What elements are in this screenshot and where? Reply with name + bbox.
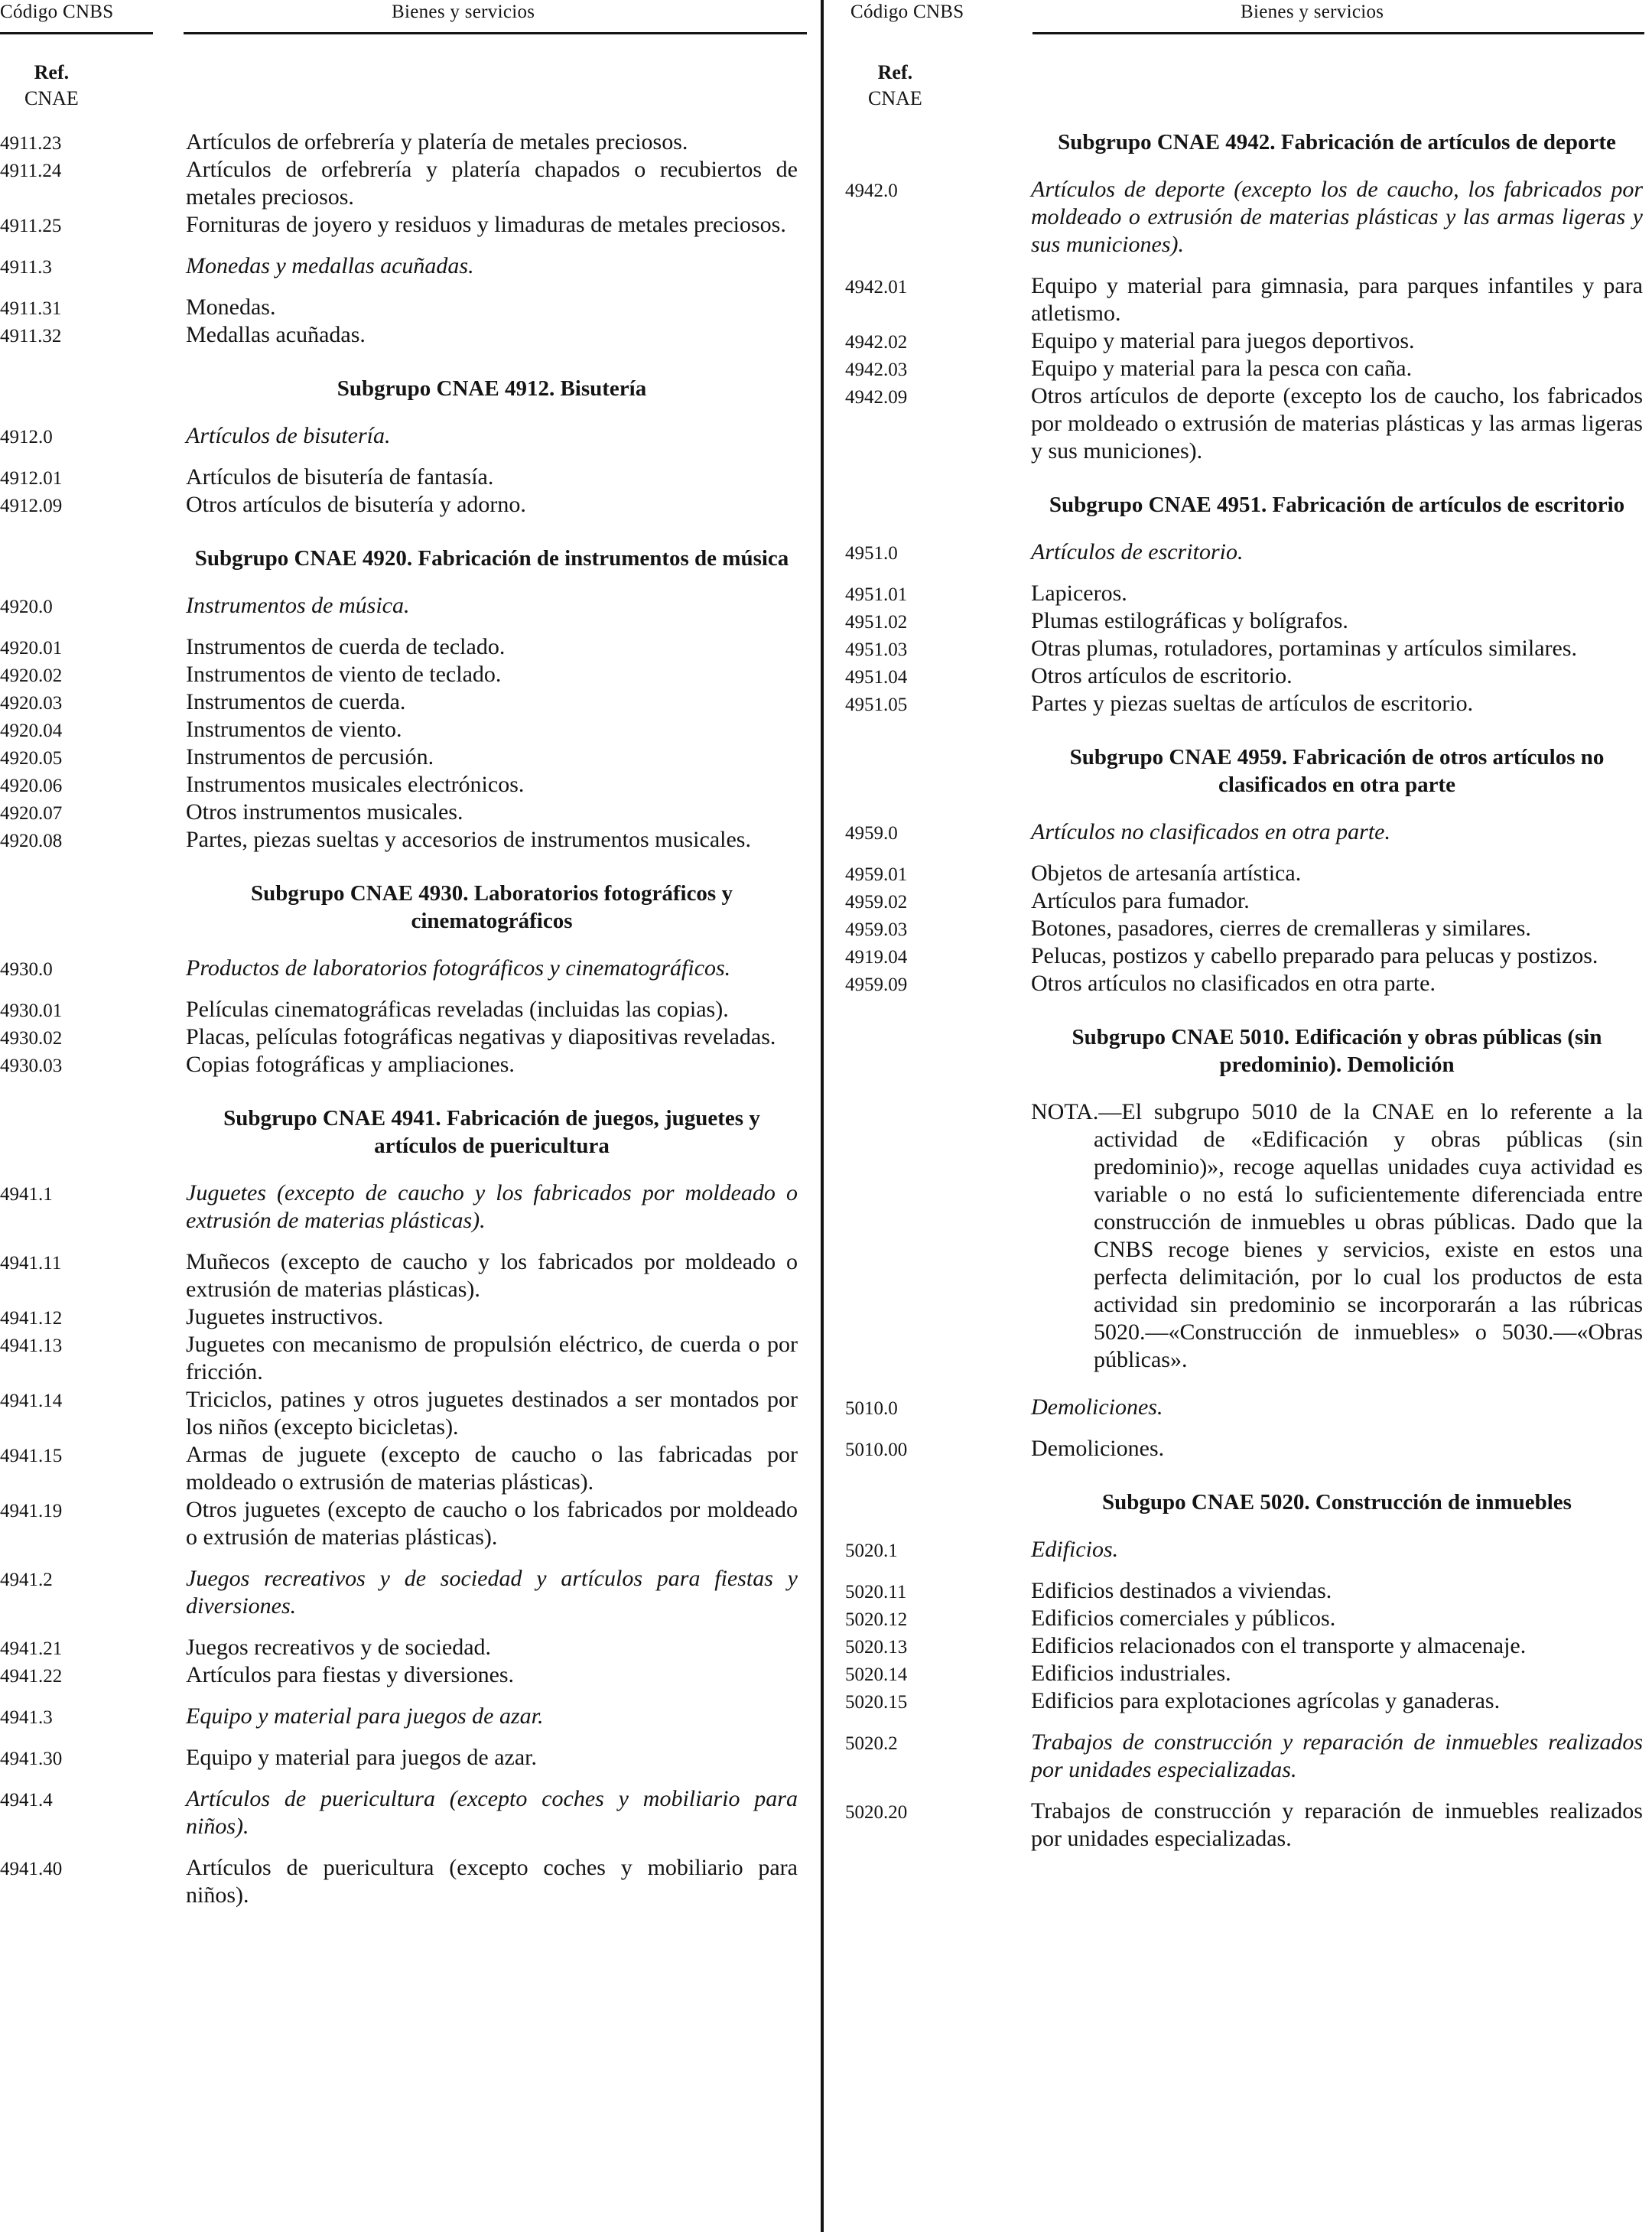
list-item xyxy=(0,743,795,771)
entry-text: Otros artículos no clasificados en otra parte. xyxy=(1031,971,1436,996)
group-entry xyxy=(845,176,1641,259)
group-entry xyxy=(0,1703,795,1730)
entry-text: Partes y piezas sueltas de artículos de escritorio. xyxy=(1031,691,1474,716)
entry-code: 4920.01 xyxy=(0,638,63,659)
list-item xyxy=(0,1634,795,1661)
list-item xyxy=(845,382,1641,465)
subgroup-heading: Subgupo CNAE 5020. Construcción de inmuebles xyxy=(1102,1490,1572,1515)
entry-code: 5020.20 xyxy=(845,1802,908,1823)
entry-text: Edificios relacionados con el transporte y almacenaje. xyxy=(1031,1633,1527,1658)
goods-column-header: Bienes y servicios xyxy=(392,2,535,22)
group-entry xyxy=(0,1785,798,1840)
list-item xyxy=(845,662,1641,690)
list-item xyxy=(845,915,1641,942)
note-lead: NOTA.— xyxy=(1031,1099,1122,1124)
entry-text: Artículos de puericultura (excepto coches y mobiliario para niños). xyxy=(186,1786,798,1839)
entry-code: 4942.0 xyxy=(845,181,898,201)
group-entry xyxy=(845,818,1641,846)
entry-code: 4951.0 xyxy=(845,543,898,564)
goods-column-header-right: Bienes y servicios xyxy=(1241,2,1384,22)
ref-cnae-label-right xyxy=(868,60,922,112)
list-item xyxy=(845,355,1641,382)
entry-text: Artículos de deporte (excepto los de caucho, los fabricados por moldeado o extrusión de materias plásticas y las armas ligeras y sus municiones). xyxy=(1031,177,1643,257)
entry-code: 4920.0 xyxy=(0,597,53,617)
entry-text: Fornituras de joyero y residuos y limaduras de metales preciosos. xyxy=(186,212,786,237)
subgroup-heading: Subgrupo CNAE 4942. Fabricación de artículos de deporte xyxy=(1058,130,1616,155)
entry-code: 4941.14 xyxy=(0,1391,63,1411)
entry-code: 4941.19 xyxy=(0,1501,63,1521)
list-item xyxy=(0,1248,798,1303)
group-entry xyxy=(845,1729,1641,1784)
entry-text: Juegos recreativos y de sociedad y artículos para fiestas y diversiones. xyxy=(186,1566,798,1619)
entry-text: Instrumentos de viento. xyxy=(186,717,402,742)
entry-text: Instrumentos de cuerda. xyxy=(186,689,406,714)
list-item xyxy=(0,661,795,688)
entry-code: 4930.01 xyxy=(0,1000,63,1021)
list-item xyxy=(0,211,795,239)
list-item xyxy=(0,716,795,743)
entry-code: 4941.15 xyxy=(0,1446,63,1466)
entry-code: 4951.04 xyxy=(845,667,908,688)
entry-code: 4941.40 xyxy=(0,1859,63,1879)
list-item xyxy=(845,860,1641,887)
list-item xyxy=(845,1435,1641,1463)
entry-code: 4912.01 xyxy=(0,468,63,489)
entry-text: Juguetes (excepto de caucho y los fabricados por moldeado o extrusión de materias plásticas). xyxy=(186,1180,798,1233)
list-item xyxy=(845,942,1641,970)
entry-code: 4959.01 xyxy=(845,864,908,885)
entry-code: 5020.13 xyxy=(845,1637,908,1658)
entry-text: Plumas estilográficas y bolígrafos. xyxy=(1031,608,1348,633)
list-item xyxy=(0,1303,795,1331)
entry-text: Medallas acuñadas. xyxy=(186,322,366,347)
group-entry xyxy=(845,1536,1641,1563)
entry-text: Artículos para fiestas y diversiones. xyxy=(186,1662,515,1687)
entry-text: Equipo y material para juegos de azar. xyxy=(186,1703,544,1729)
entry-code: 4951.05 xyxy=(845,695,908,715)
entry-code: 4942.09 xyxy=(845,387,908,408)
list-item xyxy=(845,690,1641,717)
entry-text: Edificios para explotaciones agrícolas y ganaderas. xyxy=(1031,1688,1501,1713)
entry-code: 4959.02 xyxy=(845,892,908,913)
entry-text: Muñecos (excepto de caucho y los fabricados por moldeado o extrusión de materias plásticas). xyxy=(186,1249,798,1302)
entry-code: 4942.03 xyxy=(845,360,908,380)
group-entry xyxy=(0,252,795,280)
subgroup-heading: Subgrupo CNAE 4912. Bisutería xyxy=(337,376,647,401)
list-item xyxy=(0,633,795,661)
ref-label: Ref. xyxy=(34,61,70,83)
list-item xyxy=(0,1661,795,1689)
entry-text: Artículos de puericultura (excepto coches y mobiliario para niños). xyxy=(186,1855,798,1908)
entry-code: 4951.02 xyxy=(845,612,908,633)
entry-code: 4919.04 xyxy=(845,947,908,968)
list-item xyxy=(845,580,1641,607)
entry-code: 4912.0 xyxy=(0,427,53,447)
entry-code: 4941.30 xyxy=(0,1749,63,1769)
list-item xyxy=(0,129,795,156)
entry-text: Artículos de orfebrería y platería de metales preciosos. xyxy=(186,129,688,155)
entry-code: 4941.4 xyxy=(0,1790,53,1811)
entry-text: Triciclos, patines y otros juguetes destinados a ser montados por los niños (excepto bicicletas). xyxy=(186,1387,798,1440)
entry-text: Edificios comerciales y públicos. xyxy=(1031,1606,1336,1631)
entry-code: 5020.14 xyxy=(845,1664,908,1685)
subgroup-heading: Subgrupo CNAE 4930. Laboratorios fotográficos y cinematográficos xyxy=(251,881,733,933)
note-text: El subgrupo 5010 de la CNAE en lo referente a la actividad de «Edificación y obras públicas (sin predominio)», recoge aquellas unidades cuya actividad es variable o no está lo suficientemente diferenciada entre construcción de inmuebles u obras públicas. Dado que la CNBS recoge bienes y servicios, existe en estos una perfecta delimitación, por lo cual los productos de esta actividad sin predominio se incorporarán a las rúbricas 5020.—«Construcción de inmuebles» o 5030.—«Obras públicas». xyxy=(1094,1099,1643,1372)
entry-text: Instrumentos de viento de teclado. xyxy=(186,662,502,687)
entry-code: 4951.01 xyxy=(845,584,908,605)
list-item xyxy=(0,1744,795,1772)
entry-text: Equipo y material para gimnasia, para parques infantiles y para atletismo. xyxy=(1031,273,1643,326)
entry-code: 4942.01 xyxy=(845,277,908,298)
entry-code: 5010.0 xyxy=(845,1398,898,1419)
entry-text: Equipo y material para juegos de azar. xyxy=(186,1745,537,1770)
group-entry xyxy=(845,1394,1641,1421)
list-item xyxy=(0,321,795,349)
right-column xyxy=(845,0,1641,2232)
list-item xyxy=(0,1441,798,1496)
list-item xyxy=(845,327,1641,355)
subgroup-heading: Subgrupo CNAE 4941. Fabricación de juegos, juguetes y artículos de puericultura xyxy=(223,1106,760,1158)
entry-code: 4911.24 xyxy=(0,161,62,181)
entry-text: Monedas y medallas acuñadas. xyxy=(186,253,474,278)
left-entries xyxy=(0,129,798,1909)
entry-text: Edificios destinados a viviendas. xyxy=(1031,1578,1332,1603)
group-entry xyxy=(0,592,795,620)
list-item xyxy=(0,799,795,826)
entry-text: Artículos de orfebrería y platería chapados o recubiertos de metales preciosos. xyxy=(186,157,798,210)
entry-code: 5020.15 xyxy=(845,1692,908,1713)
entry-code: 4930.02 xyxy=(0,1028,63,1049)
entry-code: 4912.09 xyxy=(0,496,63,516)
cnae-label: CNAE xyxy=(24,87,79,109)
entry-code: 4959.09 xyxy=(845,974,908,995)
cnae-label: CNAE xyxy=(868,87,922,109)
entry-text: Otros artículos de escritorio. xyxy=(1031,663,1293,688)
group-entry xyxy=(0,1565,798,1620)
entry-code: 5010.00 xyxy=(845,1440,908,1460)
entry-text: Otras plumas, rotuladores, portaminas y artículos similares. xyxy=(1031,636,1578,661)
entry-text: Partes, piezas sueltas y accesorios de instrumentos musicales. xyxy=(186,827,751,852)
entry-code: 4911.23 xyxy=(0,133,62,154)
entry-code: 4941.11 xyxy=(0,1253,62,1274)
group-entry xyxy=(845,538,1641,566)
group-entry xyxy=(0,955,795,982)
group-entry xyxy=(0,422,795,450)
list-item xyxy=(845,1798,1641,1853)
entry-text: Trabajos de construcción y reparación de inmuebles realizados por unidades especializadas. xyxy=(1031,1729,1643,1782)
list-item xyxy=(0,1051,795,1079)
entry-code: 4951.03 xyxy=(845,639,908,660)
entry-text: Juegos recreativos y de sociedad. xyxy=(186,1635,492,1660)
list-item xyxy=(0,771,795,799)
entry-text: Botones, pasadores, cierres de cremalleras y similares. xyxy=(1031,916,1531,941)
entry-text: Demoliciones. xyxy=(1031,1394,1163,1420)
entry-code: 4959.0 xyxy=(845,823,898,844)
entry-text: Instrumentos musicales electrónicos. xyxy=(186,772,525,797)
entry-code: 4941.1 xyxy=(0,1184,53,1205)
entry-code: 4920.04 xyxy=(0,721,63,741)
entry-text: Copias fotográficas y ampliaciones. xyxy=(186,1052,515,1077)
entry-text: Armas de juguete (excepto de caucho o las fabricadas por moldeado o extrusión de materias plásticas). xyxy=(186,1442,798,1495)
entry-code: 4930.03 xyxy=(0,1056,63,1076)
entry-text: Otros artículos de deporte (excepto los de caucho, los fabricados por moldeado o extrusión de materias plásticas y las armas ligeras y sus municiones). xyxy=(1031,383,1643,464)
entry-code: 4920.07 xyxy=(0,803,63,824)
entry-text: Otros juguetes (excepto de caucho o los fabricados por moldeado o extrusión de materias plásticas). xyxy=(186,1497,798,1550)
entry-text: Trabajos de construcción y reparación de inmuebles realizados por unidades especializadas. xyxy=(1031,1798,1643,1851)
entry-text: Artículos de escritorio. xyxy=(1031,539,1244,565)
entry-text: Demoliciones. xyxy=(1031,1436,1165,1461)
list-item xyxy=(0,688,795,716)
entry-text: Equipo y material para la pesca con caña. xyxy=(1031,356,1413,381)
entry-code: 4920.08 xyxy=(0,831,63,851)
entry-code: 4941.22 xyxy=(0,1666,63,1687)
list-item xyxy=(845,1605,1641,1632)
list-item xyxy=(0,156,798,211)
entry-text: Placas, películas fotográficas negativas y diapositivas reveladas. xyxy=(186,1024,776,1049)
entry-code: 4941.3 xyxy=(0,1707,53,1728)
entry-text: Juguetes instructivos. xyxy=(186,1304,384,1329)
entry-text: Instrumentos de cuerda de teclado. xyxy=(186,634,506,659)
entry-text: Equipo y material para juegos deportivos. xyxy=(1031,328,1415,353)
list-item xyxy=(845,272,1641,327)
list-item xyxy=(845,607,1641,635)
entry-text: Lapiceros. xyxy=(1031,581,1127,606)
entry-code: 4942.02 xyxy=(845,332,908,353)
entry-text: Artículos de bisutería. xyxy=(186,423,391,448)
entry-code: 4920.03 xyxy=(0,693,63,714)
entry-code: 5020.2 xyxy=(845,1733,898,1754)
entry-text: Películas cinematográficas reveladas (incluidas las copias). xyxy=(186,997,729,1022)
list-item xyxy=(0,491,795,519)
entry-text: Artículos para fumador. xyxy=(1031,888,1250,913)
entry-text: Pelucas, postizos y cabello preparado para pelucas y postizos. xyxy=(1031,943,1598,968)
list-item xyxy=(845,1660,1641,1687)
list-item xyxy=(0,294,795,321)
list-item xyxy=(845,1632,1641,1660)
right-entries xyxy=(845,129,1641,1853)
entry-text: Otros artículos de bisutería y adorno. xyxy=(186,492,526,517)
list-item xyxy=(0,464,795,491)
list-item xyxy=(845,1577,1641,1605)
list-item xyxy=(0,1854,798,1909)
entry-code: 5020.11 xyxy=(845,1582,907,1602)
entry-code: 4920.05 xyxy=(0,748,63,769)
entry-code: 4911.25 xyxy=(0,216,62,236)
entry-code: 4911.3 xyxy=(0,257,52,278)
entry-text: Edificios industriales. xyxy=(1031,1661,1231,1686)
entry-text: Productos de laboratorios fotográficos y cinematográficos. xyxy=(186,955,731,981)
subgroup-heading: Subgrupo CNAE 4959. Fabricación de otros artículos no clasificados en otra parte xyxy=(1069,745,1605,797)
entry-code: 4941.12 xyxy=(0,1308,63,1329)
entry-text: Instrumentos de percusión. xyxy=(186,744,434,769)
entry-text: Monedas. xyxy=(186,294,276,320)
subgroup-heading: Subgrupo CNAE 5010. Edificación y obras públicas (sin predominio). Demolición xyxy=(1072,1025,1602,1077)
list-item xyxy=(0,826,795,854)
entry-code: 5020.1 xyxy=(845,1541,898,1561)
entry-text: Instrumentos de música. xyxy=(186,593,410,618)
entry-code: 4920.06 xyxy=(0,776,63,796)
subgroup-heading: Subgrupo CNAE 4951. Fabricación de artículos de escritorio xyxy=(1049,493,1625,517)
entry-code: 4941.21 xyxy=(0,1638,63,1659)
entry-code: 4959.03 xyxy=(845,919,908,940)
entry-text: Artículos no clasificados en otra parte. xyxy=(1031,819,1390,844)
column-divider xyxy=(821,0,824,2232)
entry-code: 4911.31 xyxy=(0,298,62,319)
list-item xyxy=(0,1331,798,1386)
left-column xyxy=(0,0,798,2232)
list-item xyxy=(845,887,1641,915)
entry-code: 4941.13 xyxy=(0,1336,63,1356)
list-item xyxy=(845,1687,1641,1715)
list-item xyxy=(0,996,795,1023)
code-column-header-right: Código CNBS xyxy=(850,2,964,22)
note-paragraph xyxy=(1031,1098,1643,1374)
list-item xyxy=(845,635,1641,662)
list-item xyxy=(0,1386,798,1441)
ref-label: Ref. xyxy=(877,61,913,83)
entry-text: Edificios. xyxy=(1031,1537,1119,1562)
entry-code: 4920.02 xyxy=(0,665,63,686)
entry-text: Juguetes con mecanismo de propulsión eléctrico, de cuerda o por fricción. xyxy=(186,1332,798,1384)
group-entry xyxy=(0,1179,798,1235)
subgroup-heading: Subgrupo CNAE 4920. Fabricación de instrumentos de música xyxy=(194,546,789,571)
code-column-header: Código CNBS xyxy=(0,2,114,22)
entry-code: 5020.12 xyxy=(845,1609,908,1630)
entry-code: 4911.32 xyxy=(0,326,62,347)
list-item xyxy=(845,970,1641,997)
entry-text: Otros instrumentos musicales. xyxy=(186,799,463,825)
entry-text: Artículos de bisutería de fantasía. xyxy=(186,464,494,490)
entry-code: 4930.0 xyxy=(0,959,53,980)
list-item xyxy=(0,1496,798,1551)
ref-cnae-label xyxy=(24,60,79,112)
entry-code: 4941.2 xyxy=(0,1570,53,1590)
list-item xyxy=(0,1023,795,1051)
entry-text: Objetos de artesanía artística. xyxy=(1031,861,1302,886)
